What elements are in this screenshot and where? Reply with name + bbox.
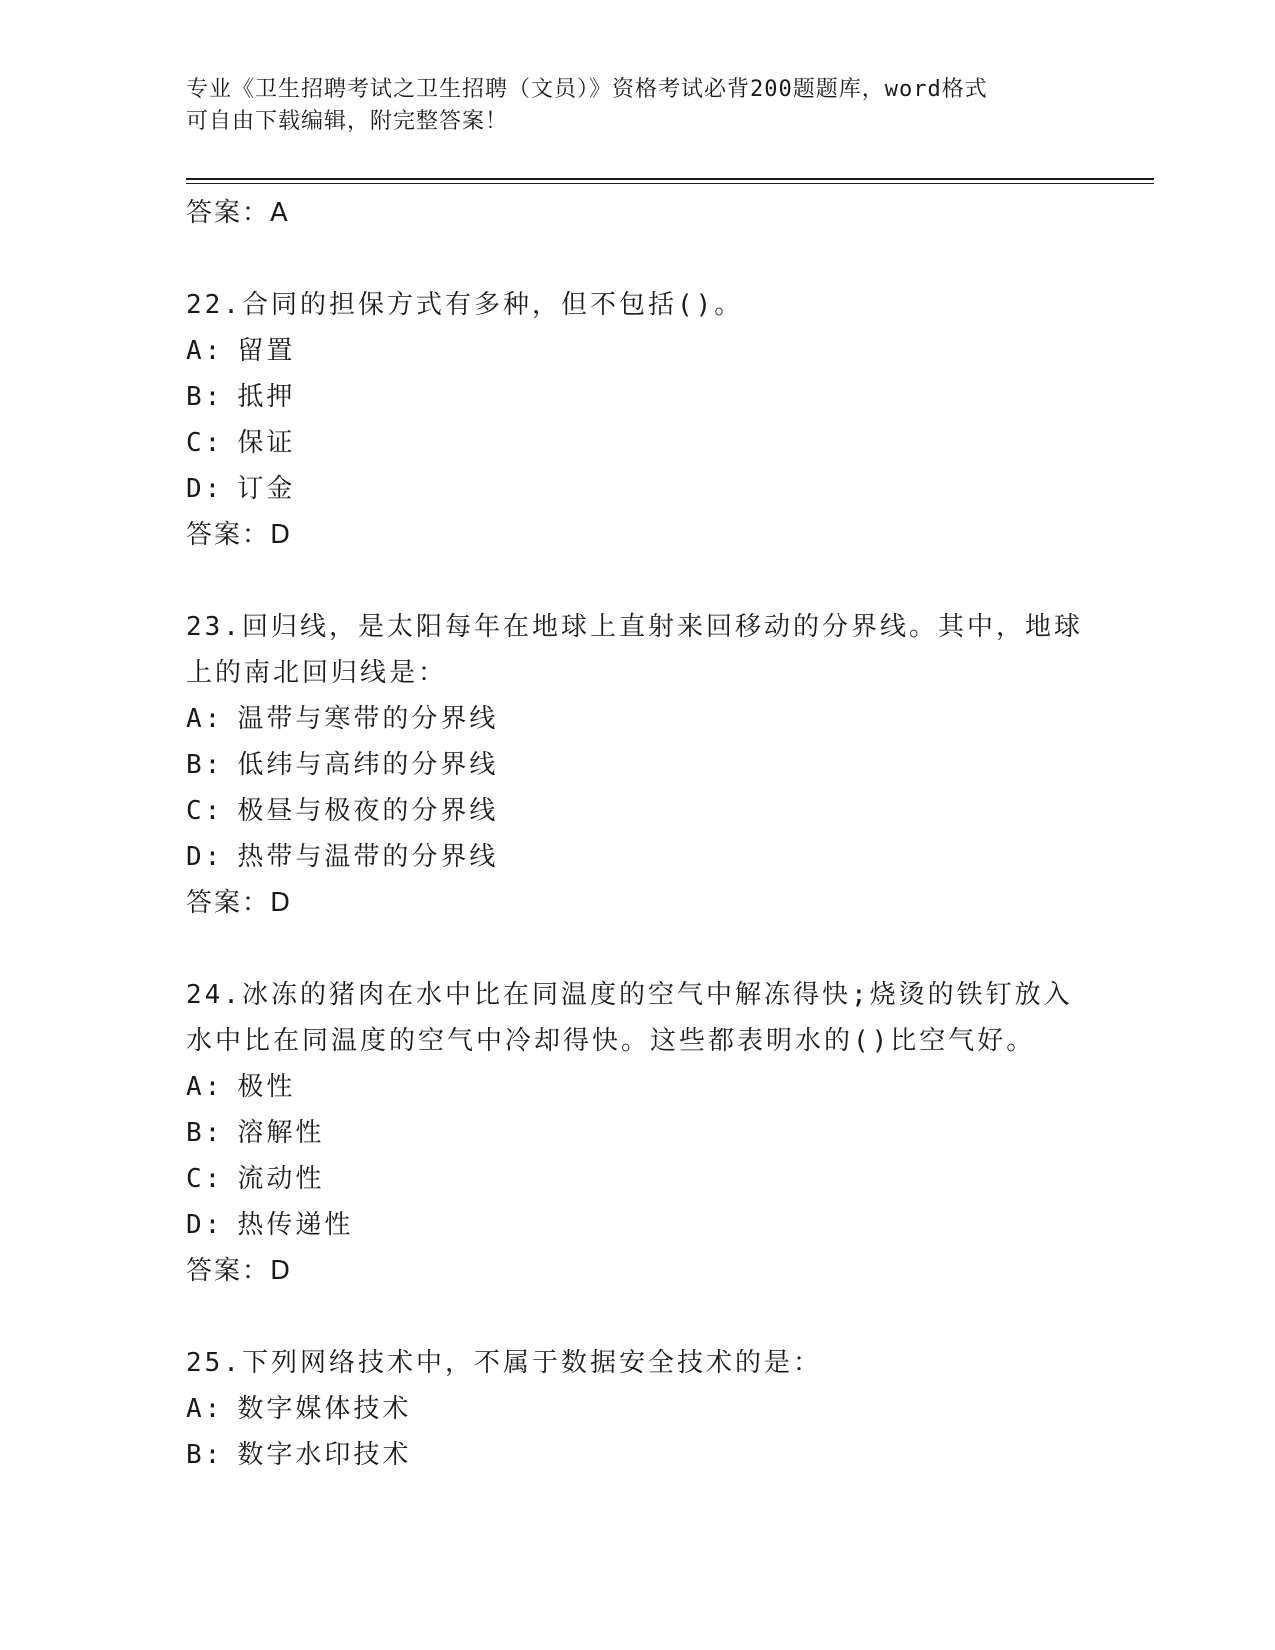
option-c: [186, 420, 1086, 466]
answer-label: 答案：: [186, 520, 271, 550]
option-text: 数字水印技术: [237, 1440, 412, 1470]
answer-line: [186, 880, 1086, 926]
option-letter: B:: [186, 382, 224, 412]
option-a: [186, 328, 1086, 374]
header-line-2: 可自由下载编辑，附完整答案！: [186, 109, 509, 134]
option-a: [186, 1064, 1086, 1110]
option-text: 温带与寒带的分界线: [237, 704, 499, 734]
option-letter: A:: [186, 1072, 224, 1102]
option-letter: D:: [186, 474, 224, 504]
answer-value: D: [270, 520, 293, 550]
option-letter: A:: [186, 1394, 224, 1424]
option-d: [186, 1202, 1086, 1248]
answer-label: 答案：: [186, 1256, 271, 1286]
option-b: [186, 1432, 1086, 1478]
option-c: [186, 788, 1086, 834]
spacer: [186, 926, 1086, 972]
question-stem: 22.合同的担保方式有多种，但不包括()。: [186, 290, 744, 320]
option-text: 低纬与高纬的分界线: [237, 750, 499, 780]
answer-label: 答案：: [186, 888, 271, 918]
option-letter: B:: [186, 1440, 224, 1470]
question-stem: 23.回归线，是太阳每年在地球上直射来回移动的分界线。其中，地球上的南北回归线是：: [186, 612, 1083, 688]
question-block: [186, 1340, 1086, 1478]
option-text: 热带与温带的分界线: [237, 842, 499, 872]
option-a: [186, 1386, 1086, 1432]
spacer: [186, 558, 1086, 604]
question-block: [186, 972, 1086, 1294]
option-letter: D:: [186, 1210, 224, 1240]
option-text: 订金: [237, 474, 296, 504]
header-rule: [186, 178, 1154, 180]
option-c: [186, 1156, 1086, 1202]
document-body: [186, 190, 1086, 1478]
answer-value: A: [270, 198, 290, 228]
answer-line: [186, 190, 1086, 236]
option-letter: D:: [186, 842, 224, 872]
option-d: [186, 466, 1086, 512]
option-text: 极性: [237, 1072, 296, 1102]
answer-value: D: [270, 888, 293, 918]
option-text: 热传递性: [237, 1210, 354, 1240]
option-letter: C:: [186, 1164, 224, 1194]
option-letter: B:: [186, 750, 224, 780]
option-text: 抵押: [237, 382, 296, 412]
option-a: [186, 696, 1086, 742]
option-b: [186, 1110, 1086, 1156]
option-text: 数字媒体技术: [237, 1394, 412, 1424]
question-block: [186, 282, 1086, 558]
spacer: [186, 1294, 1086, 1340]
answer-line: [186, 1248, 1086, 1294]
option-b: [186, 742, 1086, 788]
answer-value: D: [270, 1256, 293, 1286]
answer-label: 答案：: [186, 198, 271, 228]
option-letter: C:: [186, 428, 224, 458]
question-stem: 25.下列网络技术中，不属于数据安全技术的是：: [186, 1348, 822, 1378]
question-block: [186, 604, 1086, 926]
question-stem: 24.冰冻的猪肉在水中比在同温度的空气中解冻得快;烧烫的铁钉放入水中比在同温度的空气中冷却得快。这些都表明水的()比空气好。: [186, 980, 1073, 1056]
option-b: [186, 374, 1086, 420]
option-letter: A:: [186, 336, 224, 366]
header-rule-thin: [186, 183, 1154, 184]
option-text: 流动性: [237, 1164, 325, 1194]
spacer: [186, 236, 1086, 282]
option-d: [186, 834, 1086, 880]
document-header: [186, 74, 1066, 138]
option-letter: A:: [186, 704, 224, 734]
option-text: 溶解性: [237, 1118, 325, 1148]
option-text: 保证: [237, 428, 296, 458]
option-text: 极昼与极夜的分界线: [237, 796, 499, 826]
option-letter: B:: [186, 1118, 224, 1148]
option-letter: C:: [186, 796, 224, 826]
option-text: 留置: [237, 336, 296, 366]
header-line-1: 专业《卫生招聘考试之卫生招聘（文员）》资格考试必背200题题库，word格式: [186, 77, 988, 102]
answer-line: [186, 512, 1086, 558]
